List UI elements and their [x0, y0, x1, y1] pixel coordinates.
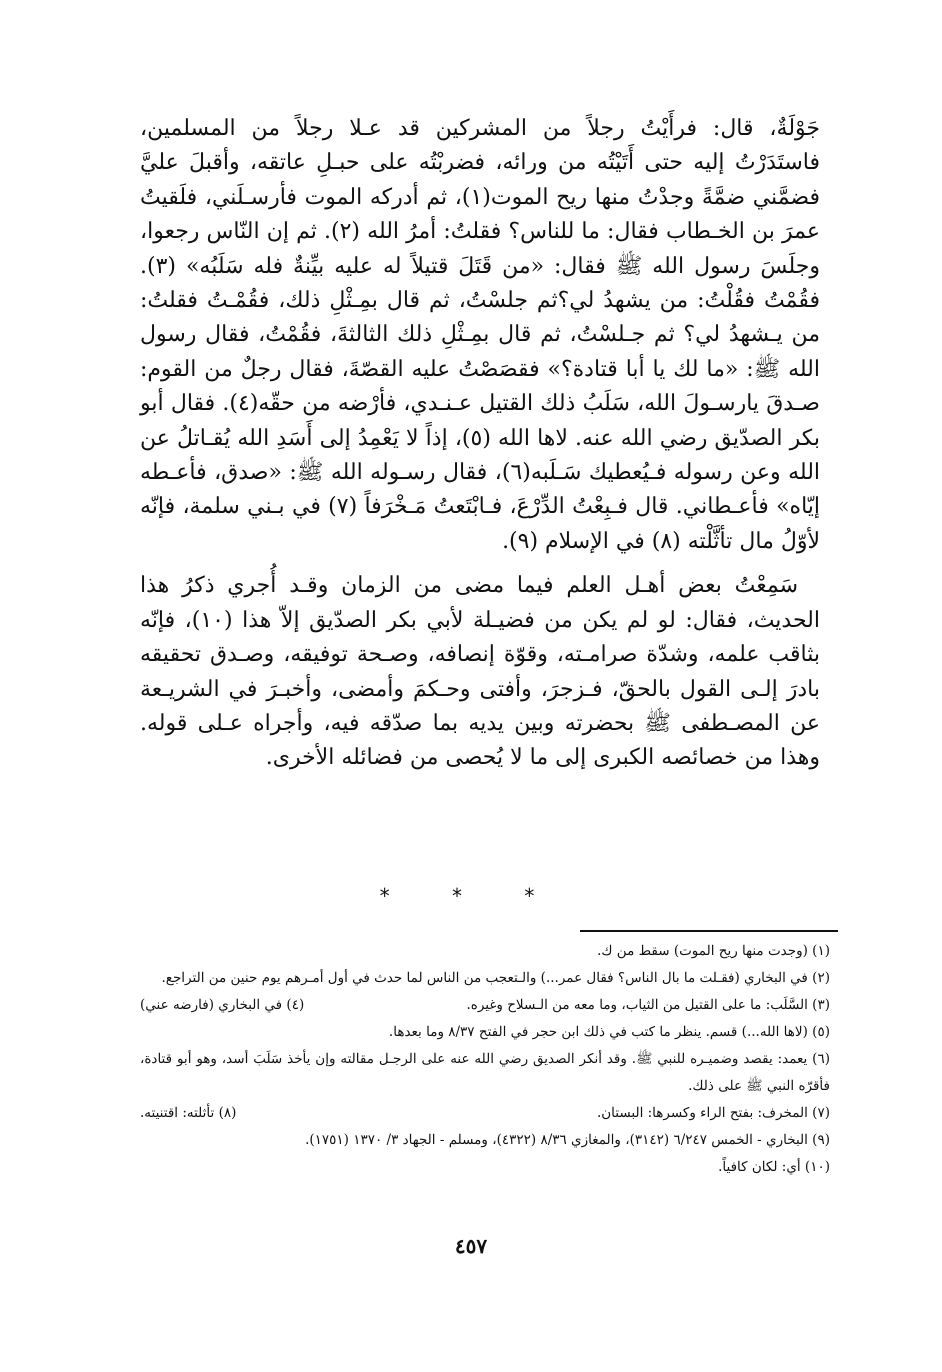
footnotes	[140, 938, 830, 1181]
paragraph-commentary: سَمِعْتُ بعض أهـل العلم فيما مضى من الزمان وقـد أُجري ذكرُ هذا الحديث، فقال: لو لم يكن من فضيـلة لأبي بكر الصدّيق إلاّ هذا (١٠)، فإنّه بثاقب علمه، وشدّة صرامـته، وقوّة إنصافه، وصـحة توفيقه، وصـدق تحقيقه بادرَ إلـى القول بالحقّ، فـزجرَ، وأفتى وحـكمَ وأمضى، وأخبـرَ في الشريـعة عن المصـطفى ﷺ بحضرته وبين يديه بما صدّقه فيه، وأجراه عـلى قوله. وهذا من خصائصه الكبرى إلى ما لا يُحصى من فضائله الأخرى.	[140, 573, 820, 771]
footnote-7: (٧) المخرف: بفتح الراء وكسرها: البستان.	[596, 1105, 830, 1121]
page-number: ٤٥٧	[454, 1234, 488, 1258]
footnote-1: (١) (وجدت منها ريح الموت) سقط من ك.	[597, 943, 830, 959]
footnote-6: (٦) يعمد: يقصد وضميـره للنبي ﷺ. وقد أنكر الصديق رضي الله عنه على الرجـل مقالته وإن يأخذ سَلَبَ أسد، وهو أبو قتادة، فأقرّه النبي ﷺ على ذلك.	[140, 1051, 830, 1094]
footnote-9: (٩) البخاري - الخمس ٦/٢٤٧ (٣١٤٢)، والمغازي ٨/٣٦ (٤٣٢٢)، ومسلم - الجهاد ٣/ ١٣٧٠ (١٧٥١).	[305, 1132, 830, 1148]
footnote-8: (٨) تأثلته: اقتنيته.	[140, 1105, 237, 1121]
footnote-row-3-4	[140, 992, 830, 1019]
footnote-row-7-8	[140, 1100, 830, 1127]
footnote-3: (٣) السَّلَب: ما على القتيل من الثياب، وما معه من الـسلاح وغيره.	[466, 997, 830, 1013]
footnote-divider	[580, 930, 838, 932]
footnote-4: (٤) في البخاري (فارضه عني)	[140, 997, 305, 1013]
footnote-5: (٥) (لاها الله...) قسم. ينظر ما كتب في ذلك ابن حجر في الفتح ٨/٣٧ وما بعدها.	[388, 1024, 830, 1040]
main-text	[140, 112, 820, 776]
footnote-2: (٢) في البخاري (فقـلت ما بال الناس؟ فقال عمر...) والـتعجب من الناس لما حدث في أول أمـرهم يوم حنين من التراجع.	[161, 970, 830, 986]
paragraph-hadith: جَوْلَةٌ، قال: فرأَيْتُ رجلاً من المشركين قد عـلا رجلاً من المسلمين، فاستَدَرْتُ إليه حتى أَتَيْتُه من ورائه، فضربْتُه على حبـلِ عاتقه، وأقبلَ عليَّ فضمَّني ضمَّةً وجدْتُ منها ريح الموت(١)، ثم أدركه الموت فأرسـلَني، فلَقيتُ عمرَ بن الخـطاب فقال: ما للناس؟ فقلتُ: أمرُ الله (٢). ثم إن النّاس رجعوا، وجلَسَ رسول الله ﷺ فقال: «من قَتَلَ قتيلاً له عليه بيِّنةٌ فله سَلَبُه» (٣). فقُمْتُ فقُلْتُ: من يشهدُ لي؟ثم جلسْتُ، ثم قال بمِـثْلِ ذلك، فقُمْـتُ فقلتُ: من يـشهدُ لي؟ ثم جـلسْتُ، ثم قال بمِـثْلِ ذلك الثالثةَ، فقُمْتُ، فقال رسول الله ﷺ: «ما لك يا أبا قتادة؟» فقصَصْتُ عليه القصّةَ، فقال رجلٌ من القوم: صـدقَ يارسـولَ الله، سَلَبُ ذلك القتيل عـنـدي، فأرْضه من حقّه(٤). فقال أبو بكر الصدّيق رضي الله عنه. لاها الله (٥)، إذاً لا يَعْمِدُ إلى أَسَدِ الله يُقـاتلُ عن الله وعن رسوله فـيُعطيك سَـلَبه(٦)، فقال رسـوله الله ﷺ: «صدق، فأعـطه إيّاه» فأعـطاني. قال فـبِعْتُ الدِّرْعَ، فـابْتَعتُ مَـخْرَفاً (٧) في بـني سلمة، فإنّه لأوّلُ مال تأثَّلْته (٨) في الإسلام (٩).	[140, 116, 821, 554]
section-separator: * * *	[379, 884, 563, 908]
footnote-10: (١٠) أي: لكان كافياً.	[718, 1159, 830, 1175]
